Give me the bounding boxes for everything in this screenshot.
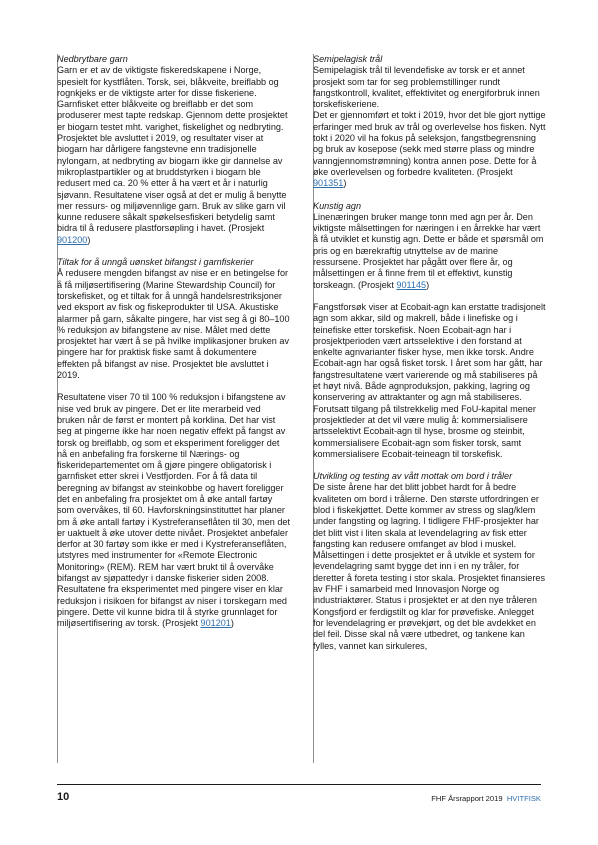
project-link-901201[interactable]: 901201 xyxy=(200,618,231,629)
paragraph-text: Garn er et av de viktigste fiskeredskapene i Norge, spesielt for kystflåten. Torsk, sei, blåkveite, breiflabb og rognkjeks er de viktigste arter for disse fiskeriene. Garnfisket etter blåkveite og breiflabb er det som produserer mest tapte redskap. Gjennom dette prosjektet er biogarn testet mht. varighet, fiskelighet og nedbryting. Prosjektet ble avsluttet i 2019, og resultater viser at biogarn har dårligere fangstevne enn tradisjonelle nylongarn, at nedbryting av biogarn ikke gir dannelse av mikroplastpartikler og at bruddstyrken i biogarn ble redusert med ca. 20 % etter å ha vært et år i naturlig sjøvann. Resultatene viser også at det er mulig å benytte mer ressurs- og miljøvennlige garn. Bruk av slike garn vil kunne redusere såkalt spøkelsesfiskeri betydelig samt bidra til å redusere plastforsøpling i havet. (Prosjekt xyxy=(57,65,288,234)
section-paragraph xyxy=(57,392,291,629)
section-kunstig-agn xyxy=(313,201,547,461)
section-bifangst-garnfiskerier xyxy=(57,257,291,630)
report-brand: HVITFISK xyxy=(506,794,541,803)
paragraph-text: De siste årene har det blitt jobbet hardt for å bedre kvaliteten om bord i trålerne. Den største utfordringen er blod i fiskekjøttet. Dette kommer av stress og slag/klem under fangsting og lagring. I tidligere FHF-prosjekter har det blitt vist i liten skala at levendelagring av fisk etter fangsting kan redusere omfanget av blod i muskel. Målsettingen i dette prosjektet er å utvikle et system for levendelagring samt bygge det inn i en ny tråler, for deretter å foreta testing i stor skala. Prosjektet finansieres av FHF i samarbeid med Innovasjon Norge og industriaktører. Status i prosjektet er at den nye tråleren Kongsfjord er ferdigstilt og klar for prøvefiske. Anlegget for levendelagring er prøvekjørt, og det ble avdekket en del feil. Disse skal nå være utbedret, og tankene kan fylles, vannet kan sirkuleres, xyxy=(313,482,546,651)
paragraph-text: Fangstforsøk viser at Ecobait-agn kan erstatte tradisjonelt agn som akkar, sild og makrell, både i linefiske og i teinefiske etter torskefisk. Noen Ecobait-agn har i prosjektperioden vært artsselektive i den forstand at enkelte agnvarianter fisker hyse, men ikke torsk. Andre Ecobait-agn har også fisket torsk. I året som har gått, har fangstresultatene vært varierende og må stabiliseres på et høyt nivå. Både agnproduksjon, pakking, lagring og konservering av attraktanter og agn må stabiliseres. Forutsatt tilgang på tilstrekkelig med FoU-kapital mener prosjektleder at det vil være mulig å: kommersialisere artsselektivt Ecobait-agn til hyse, brosme og steinbit, kommersialisere Ecobait-agn som fisker torsk, samt kommersialisere Ecobait-teineagn til torskefisk. xyxy=(313,301,546,459)
paragraph-text: Resultatene viser 70 til 100 % reduksjon i bifangstene av nise ved bruk av pingere. Det er lite merarbeid ved bruken når de først er montert på korklina. Det har vist seg at pingerne ikke har noen negativ effekt på fangst av torsk og breiflabb, og som et eksperiment foreligger det nå en anbefaling fra forskerne til Nærings- og fiskeridepartementet om å gjøre pingere obligatorisk i garnfisket etter skrei i Vestfjorden. For å få data til beregning av bifangst av steinkobbe og havert foreligger det en anbefaling fra prosjektet om å øke antall fartøy som overvåkes, til 60. Havforskningsinstituttet har planer om å øke antall fartøy i Kystreferanseflåten til 30, men det er uaktuelt å øke utover dette nivået. Prosjektet anbefaler derfor at 30 fartøy som ikke er med i Kystreferanseflåten, utstyres med instrumenter for «Remote Electronic Monitoring» (REM). REM har vært brukt til å overvåke bifangst av sjøpattedyr i danske fiskerier siden 2008. Resultatene fra eksperimentet med pingere viser en klar reduksjon i risikoen for bifangst av niser i torskegarn med pingere. Dette vil kunne bidra til å styrke grunnlaget for miljøsertifisering av torsk. (Prosjekt xyxy=(57,392,291,629)
paragraph-tail: ) xyxy=(87,234,91,245)
section-vatt-mottak xyxy=(313,471,547,652)
report-title: FHF Årsrapport 2019 xyxy=(431,794,503,803)
section-paragraph xyxy=(57,65,291,246)
section-paragraph xyxy=(313,482,547,651)
section-semipelagisk-tral xyxy=(313,54,547,190)
section-heading: Utvikling og testing av vått mottak om bord i tråler xyxy=(313,471,513,482)
paragraph-tail: ) xyxy=(426,279,430,290)
footer-rule xyxy=(57,784,541,785)
section-paragraph xyxy=(57,268,291,381)
section-paragraph xyxy=(313,302,547,460)
project-link-901145[interactable]: 901145 xyxy=(396,279,427,290)
paragraph-text: Semipelagisk trål til levendefiske av torsk er et annet prosjekt som tar for seg problemstillinger rundt fangstkontroll, kvalitet, effektivitet og energiforbruk innen torskefiskeriene. xyxy=(313,65,540,110)
paragraph-text: Å redusere mengden bifangst av nise er en betingelse for å få miljøsertifisering (Marine Stewardship Council) for torskefisket, og et tiltak for å unngå handelsrestriksjoner ved eksport av fisk og fiskeprodukter til USA. Akustiske alarmer på garn, såkalte pingere, har vist seg å gi 80–100 % reduksjon av bifangstene av nise. Målet med dette prosjektet har vært å se på hvilke implikasjoner bruken av pingere har for praktisk fiske samt å dokumentere effekten på bifangst av nise. Prosjektet ble avsluttet i 2019. xyxy=(57,268,290,381)
left-column xyxy=(57,54,291,641)
section-paragraph xyxy=(313,110,547,189)
section-paragraph xyxy=(313,212,547,291)
footer-report-label xyxy=(431,794,541,803)
section-heading: Semipelagisk trål xyxy=(313,54,383,64)
page-number: 10 xyxy=(57,791,70,803)
paragraph-text: Det er gjennomført et tokt i 2019, hvor det ble gjort nyttige erfaringer med bruk av trål og overlevelse hos fisken. Nytt tokt i 2020 vil ha fokus på seleksjon, fangstbegrensning og bruk av kosepose (sekk med større plass og mindre vanngjennomstrømning) kontra annen pose. Dette for å øke overlevelsen og forbedre kvaliteten. (Prosjekt xyxy=(313,110,546,177)
right-column xyxy=(313,54,547,663)
paragraph-text: Linenæringen bruker mange tonn med agn per år. Den viktigste målsettingen for næringen i en årrekke har vært å få utviklet et kunstig agn. Dette er både et spørsmål om pris og en bærekraftig utnyttelse av de marine ressursene. Prosjektet har pågått over flere år, og målsettingen er å finne frem til et effektivt, kunstig torskeagn. (Prosjekt xyxy=(313,211,544,290)
paragraph-tail: ) xyxy=(230,618,234,629)
project-link-901351[interactable]: 901351 xyxy=(313,178,344,189)
section-heading: Kunstig agn xyxy=(313,200,362,211)
section-paragraph xyxy=(313,65,547,110)
section-nedbrytbare-garn xyxy=(57,54,291,246)
section-heading: Nedbrytbare garn xyxy=(57,54,128,64)
paragraph-tail: ) xyxy=(343,178,347,189)
project-link-901200[interactable]: 901200 xyxy=(57,234,88,245)
section-heading: Tiltak for å unngå uønsket bifangst i garnfiskerier xyxy=(57,257,254,268)
